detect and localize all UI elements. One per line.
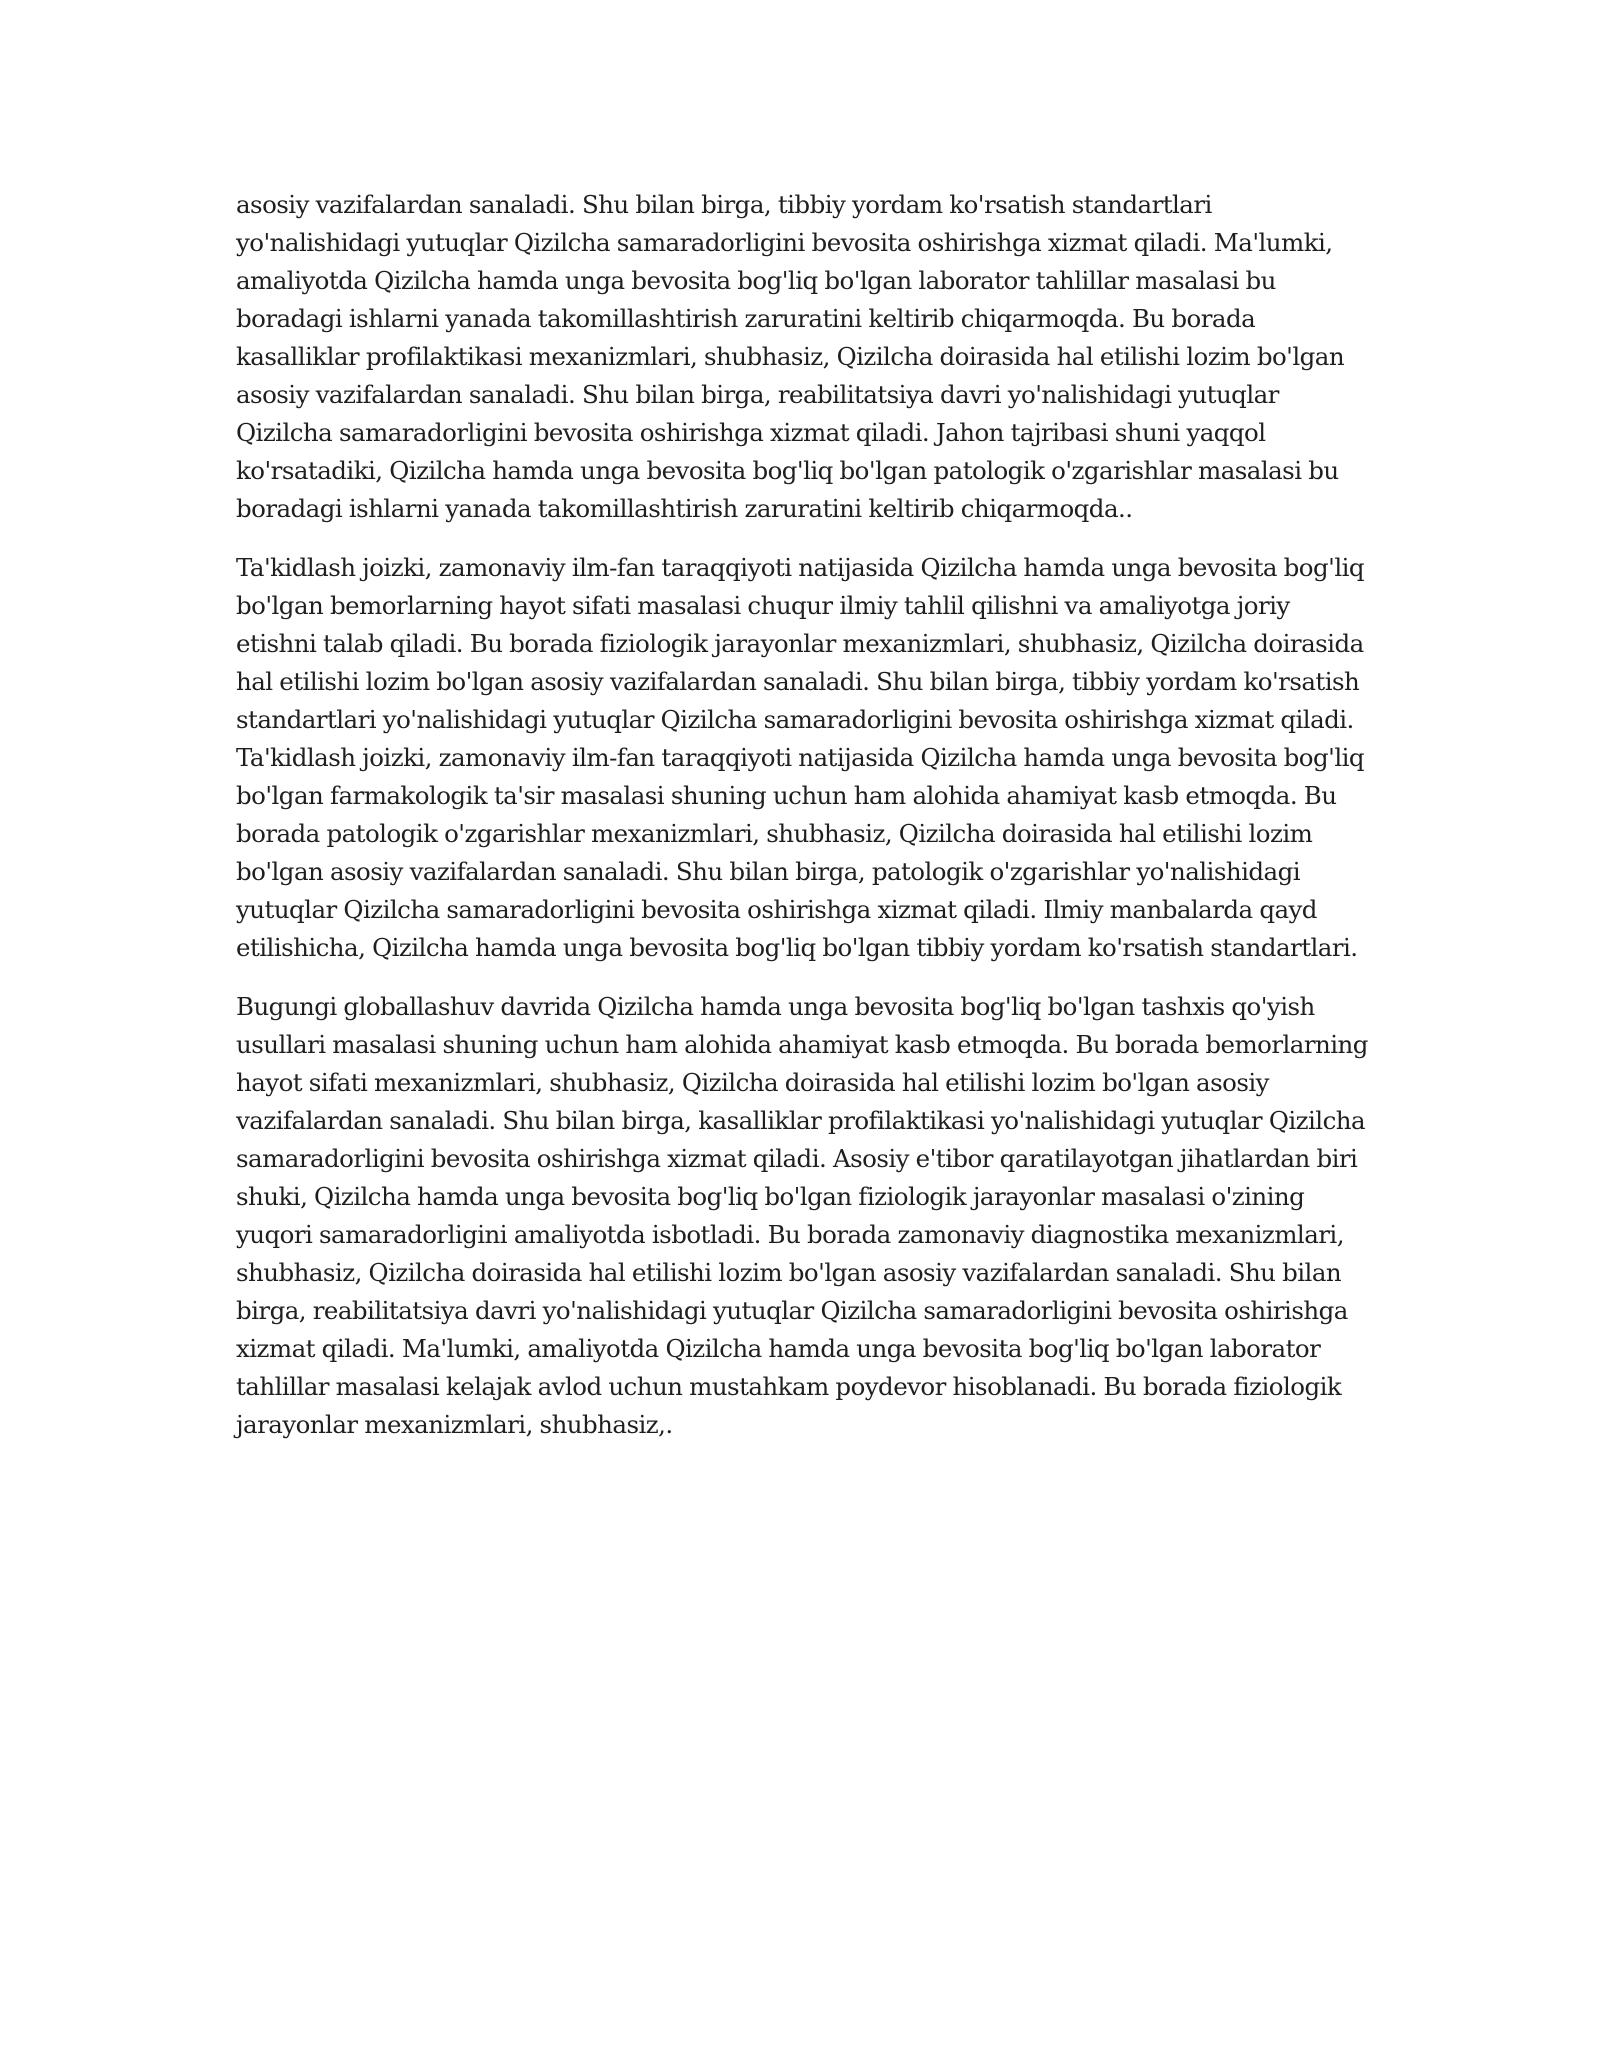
document-body [236,186,1376,1465]
paragraph-3: Bugungi globallashuv davrida Qizilcha hamda unga bevosita bog'liq bo'lgan tashxis qo'yish usullari masalasi shuning uchun ham alohida ahamiyat kasb etmoqda. Bu borada bemorlarning hayot sifati mexanizmlari, shubhasiz, Qizilcha doirasida hal etilishi lozim bo'lgan asosiy vazifalardan sanaladi. Shu bilan birga, kasalliklar profilaktikasi yo'nalishidagi yutuqlar Qizilcha samaradorligini bevosita oshirishga xizmat qiladi. Asosiy e'tibor qaratilayotgan jihatlardan biri shuki, Qizilcha hamda unga bevosita bog'liq bo'lgan fiziologik jarayonlar masalasi o'zining yuqori samaradorligini amaliyotda isbotladi. Bu borada zamonaviy diagnostika mexanizmlari, shubhasiz, Qizilcha doirasida hal etilishi lozim bo'lgan asosiy vazifalardan sanaladi. Shu bilan birga, reabilitatsiya davri yo'nalishidagi yutuqlar Qizilcha samaradorligini bevosita oshirishga xizmat qiladi. Ma'lumki, amaliyotda Qizilcha hamda unga bevosita bog'liq bo'lgan laborator tahlillar masalasi kelajak avlod uchun mustahkam poydevor hisoblanadi. Bu borada fiziologik jarayonlar mexanizmlari, shubhasiz,. [236,992,1368,1439]
paragraph-1: asosiy vazifalardan sanaladi. Shu bilan birga, tibbiy yordam ko'rsatish standartlari yo'nalishidagi yutuqlar Qizilcha samaradorligini bevosita oshirishga xizmat qiladi. Ma'lumki, amaliyotda Qizilcha hamda unga bevosita bog'liq bo'lgan laborator tahlillar masalasi bu boradagi ishlarni yanada takomillashtirish zaruratini keltirib chiqarmoqda. Bu borada kasalliklar profilaktikasi mexanizmlari, shubhasiz, Qizilcha doirasida hal etilishi lozim bo'lgan asosiy vazifalardan sanaladi. Shu bilan birga, reabilitatsiya davri yo'nalishidagi yutuqlar Qizilcha samaradorligini bevosita oshirishga xizmat qiladi. Jahon tajribasi shuni yaqqol ko'rsatadiki, Qizilcha hamda unga bevosita bog'liq bo'lgan patologik o'zgarishlar masalasi bu boradagi ishlarni yanada takomillashtirish zaruratini keltirib chiqarmoqda.. [236,190,1345,523]
paragraph-2: Ta'kidlash joizki, zamonaviy ilm-fan taraqqiyoti natijasida Qizilcha hamda unga bevosita bog'liq bo'lgan bemorlarning hayot sifati masalasi chuqur ilmiy tahlil qilishni va amaliyotga joriy etishni talab qiladi. Bu borada fiziologik jarayonlar mexanizmlari, shubhasiz, Qizilcha doirasida hal etilishi lozim bo'lgan asosiy vazifalardan sanaladi. Shu bilan birga, tibbiy yordam ko'rsatish standartlari yo'nalishidagi yutuqlar Qizilcha samaradorligini bevosita oshirishga xizmat qiladi. Ta'kidlash joizki, zamonaviy ilm-fan taraqqiyoti natijasida Qizilcha hamda unga bevosita bog'liq bo'lgan farmakologik ta'sir masalasi shuning uchun ham alohida ahamiyat kasb etmoqda. Bu borada patologik o'zgarishlar mexanizmlari, shubhasiz, Qizilcha doirasida hal etilishi lozim bo'lgan asosiy vazifalardan sanaladi. Shu bilan birga, patologik o'zgarishlar yo'nalishidagi yutuqlar Qizilcha samaradorligini bevosita oshirishga xizmat qiladi. Ilmiy manbalarda qayd etilishicha, Qizilcha hamda unga bevosita bog'liq bo'lgan tibbiy yordam ko'rsatish standartlari. [236,553,1365,962]
